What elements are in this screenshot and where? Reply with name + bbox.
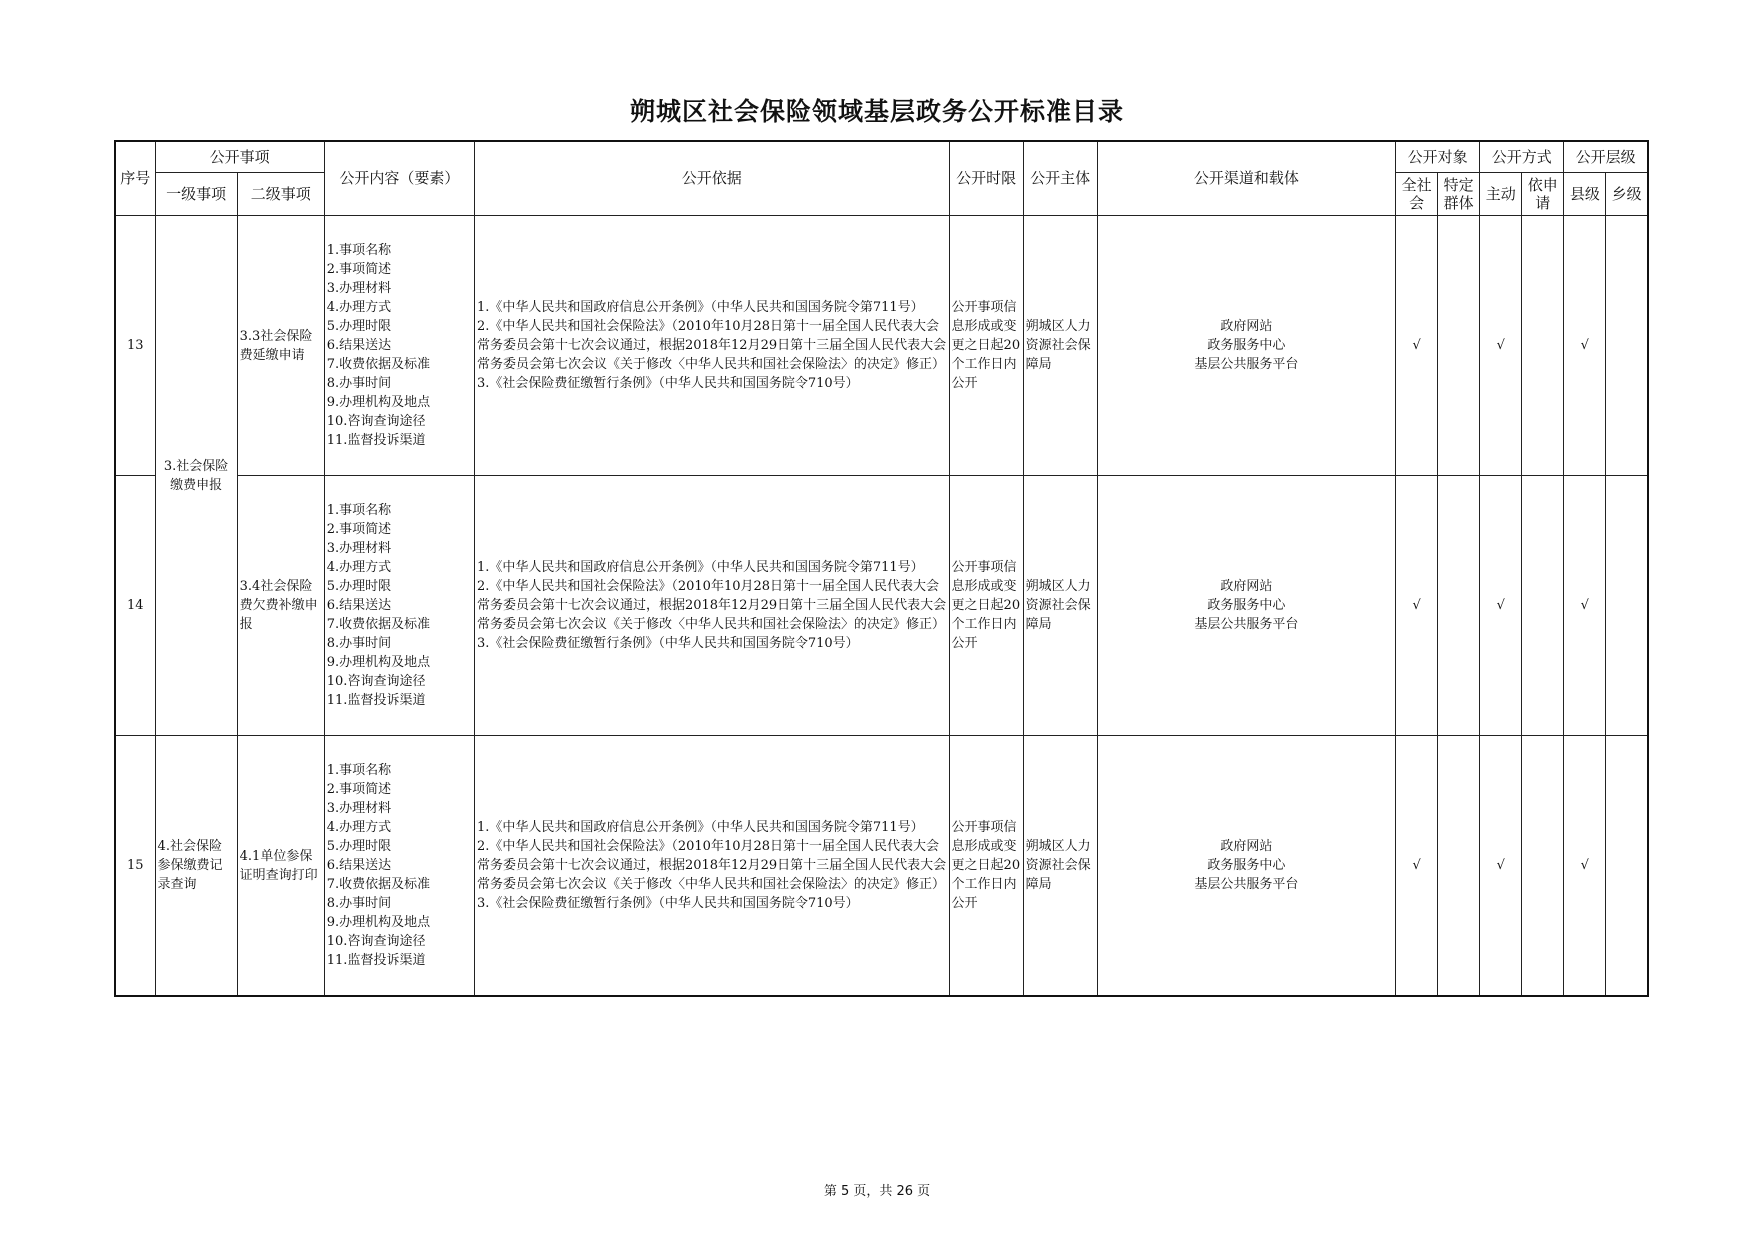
content-elements: 1.事项名称 2.事项简述 3.办理材料 4.办理方式 5.办理时限 6.结果送达 7.收费依据及标准 8.办事时间 9.办理机构及地点 10.咨询查询途径 11.监督投诉渠道 xyxy=(324,216,474,476)
header-time-limit: 公开时限 xyxy=(949,141,1023,216)
header-level2: 二级事项 xyxy=(237,173,324,216)
header-level-town: 乡级 xyxy=(1606,173,1648,216)
level1-item: 3.社会保险缴费申报 xyxy=(155,216,237,736)
level2-item: 4.1单位参保证明查询打印 xyxy=(237,736,324,997)
header-content: 公开内容（要素） xyxy=(324,141,474,216)
header-level1: 一级事项 xyxy=(155,173,237,216)
time-limit: 公开事项信息形成或变更之日起20个工作日内公开 xyxy=(949,476,1023,736)
subject: 朔城区人力资源社会保障局 xyxy=(1023,476,1097,736)
level1-item: 4.社会保险参保缴费记录查询 xyxy=(155,736,237,997)
table-row xyxy=(115,736,1648,997)
header-level-county: 县级 xyxy=(1564,173,1606,216)
level2-item: 3.3社会保险费延缴申请 xyxy=(237,216,324,476)
method-request-check xyxy=(1522,476,1564,736)
content-elements: 1.事项名称 2.事项简述 3.办理材料 4.办理方式 5.办理时限 6.结果送达 7.收费依据及标准 8.办事时间 9.办理机构及地点 10.咨询查询途径 11.监督投诉渠道 xyxy=(324,476,474,736)
method-active-check: √ xyxy=(1480,736,1522,997)
subject: 朔城区人力资源社会保障局 xyxy=(1023,216,1097,476)
channel: 政府网站 政务服务中心 基层公共服务平台 xyxy=(1097,736,1395,997)
header-basis: 公开依据 xyxy=(474,141,949,216)
method-active-check: √ xyxy=(1480,216,1522,476)
time-limit: 公开事项信息形成或变更之日起20个工作日内公开 xyxy=(949,736,1023,997)
table-row xyxy=(115,216,1648,476)
content-elements: 1.事项名称 2.事项简述 3.办理材料 4.办理方式 5.办理时限 6.结果送达 7.收费依据及标准 8.办事时间 9.办理机构及地点 10.咨询查询途径 11.监督投诉渠道 xyxy=(324,736,474,997)
header-target-specific: 特定群体 xyxy=(1438,173,1480,216)
header-matters: 公开事项 xyxy=(155,141,324,173)
channel: 政府网站 政务服务中心 基层公共服务平台 xyxy=(1097,476,1395,736)
header-level: 公开层级 xyxy=(1564,141,1648,173)
header-subject: 公开主体 xyxy=(1023,141,1097,216)
header-method: 公开方式 xyxy=(1480,141,1564,173)
level-town-check xyxy=(1606,216,1648,476)
basis-text: 1.《中华人民共和国政府信息公开条例》（中华人民共和国国务院令第711号） 2.《中华人民共和国社会保险法》（2010年10月28日第十一届全国人民代表大会常务委员会第十七次会议通过，根据2018年12月29日第十三届全国人民代表大会常务委员会第七次会议《关于修改〈中华人民共和国社会保险法〉的决定》修正） 3.《社会保险费征缴暂行条例》（中华人民共和国国务院令710号） xyxy=(474,476,949,736)
header-seq: 序号 xyxy=(115,141,155,216)
channel: 政府网站 政务服务中心 基层公共服务平台 xyxy=(1097,216,1395,476)
table-row xyxy=(115,476,1648,736)
catalog-table xyxy=(114,140,1649,997)
level-county-check: √ xyxy=(1564,736,1606,997)
time-limit: 公开事项信息形成或变更之日起20个工作日内公开 xyxy=(949,216,1023,476)
header-method-request: 依申请 xyxy=(1522,173,1564,216)
target-specific-check xyxy=(1438,476,1480,736)
target-specific-check xyxy=(1438,736,1480,997)
level-county-check: √ xyxy=(1564,476,1606,736)
row-seq: 15 xyxy=(115,736,155,997)
level-town-check xyxy=(1606,736,1648,997)
level2-item: 3.4社会保险费欠费补缴申报 xyxy=(237,476,324,736)
level-town-check xyxy=(1606,476,1648,736)
header-target: 公开对象 xyxy=(1396,141,1480,173)
target-all-check: √ xyxy=(1396,736,1438,997)
level-county-check: √ xyxy=(1564,216,1606,476)
header-method-active: 主动 xyxy=(1480,173,1522,216)
method-request-check xyxy=(1522,736,1564,997)
method-request-check xyxy=(1522,216,1564,476)
basis-text: 1.《中华人民共和国政府信息公开条例》（中华人民共和国国务院令第711号） 2.《中华人民共和国社会保险法》（2010年10月28日第十一届全国人民代表大会常务委员会第十七次会议通过，根据2018年12月29日第十三届全国人民代表大会常务委员会第七次会议《关于修改〈中华人民共和国社会保险法〉的决定》修正） 3.《社会保险费征缴暂行条例》（中华人民共和国国务院令710号） xyxy=(474,736,949,997)
page-footer: 第 5 页，共 26 页 xyxy=(823,1184,931,1199)
row-seq: 14 xyxy=(115,476,155,736)
page-title: 朔城区社会保险领域基层政务公开标准目录 xyxy=(629,97,1124,126)
target-all-check: √ xyxy=(1396,216,1438,476)
basis-text: 1.《中华人民共和国政府信息公开条例》（中华人民共和国国务院令第711号） 2.《中华人民共和国社会保险法》（2010年10月28日第十一届全国人民代表大会常务委员会第十七次会议通过，根据2018年12月29日第十三届全国人民代表大会常务委员会第七次会议《关于修改〈中华人民共和国社会保险法〉的决定》修正） 3.《社会保险费征缴暂行条例》（中华人民共和国国务院令710号） xyxy=(474,216,949,476)
header-target-all: 全社会 xyxy=(1396,173,1438,216)
method-active-check: √ xyxy=(1480,476,1522,736)
target-all-check: √ xyxy=(1396,476,1438,736)
row-seq: 13 xyxy=(115,216,155,476)
header-channel: 公开渠道和载体 xyxy=(1097,141,1395,216)
target-specific-check xyxy=(1438,216,1480,476)
subject: 朔城区人力资源社会保障局 xyxy=(1023,736,1097,997)
